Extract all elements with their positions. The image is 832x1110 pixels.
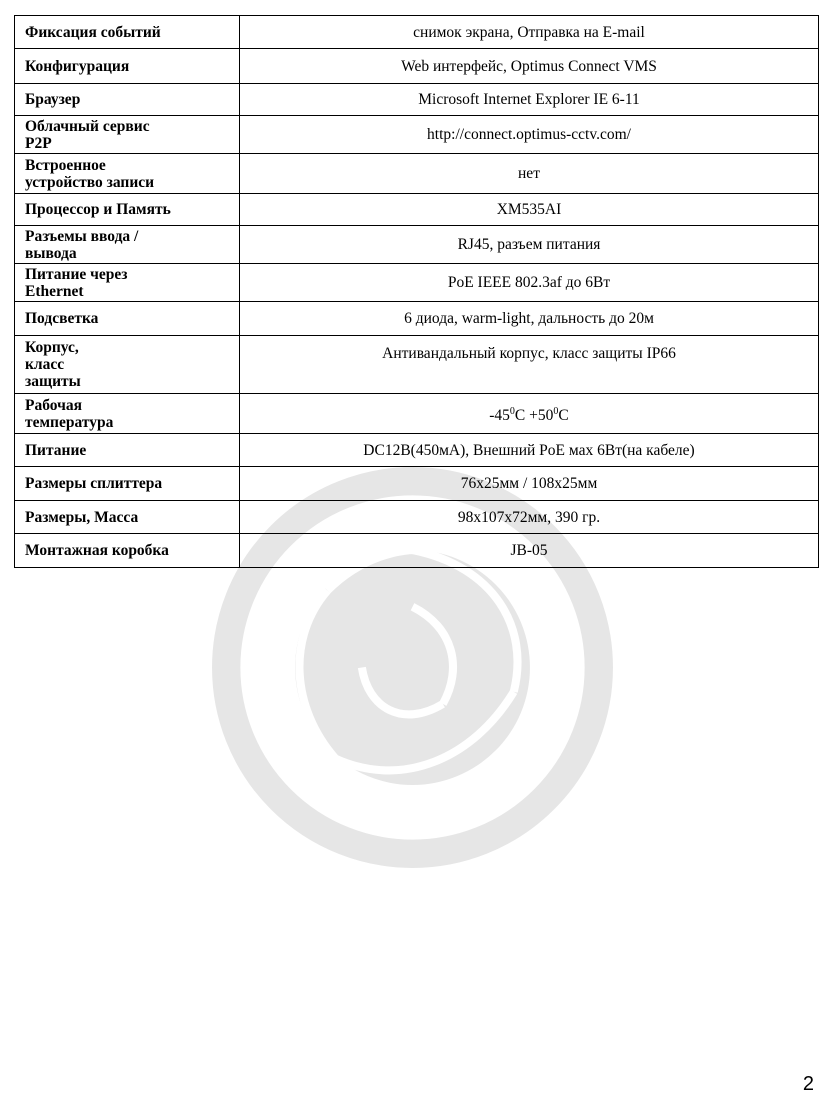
row-label: Размеры сплиттера <box>15 467 240 501</box>
table-row <box>15 84 819 116</box>
table-row <box>15 534 819 568</box>
row-value: DC12В(450мА), Внешний PoE мах 6Вт(на кабеле) <box>240 434 819 467</box>
row-label: Питание <box>15 434 240 467</box>
row-label: Конфигурация <box>15 49 240 84</box>
row-value: http://connect.optimus-cctv.com/ <box>240 116 819 154</box>
row-value: снимок экрана, Отправка на E-mail <box>240 16 819 49</box>
temp-min: -45 <box>489 407 510 425</box>
table-row <box>15 394 819 434</box>
row-value: Антивандальный корпус, класс защиты IP66 <box>240 336 819 394</box>
row-label: Браузер <box>15 84 240 116</box>
table-row <box>15 434 819 467</box>
row-label: Фиксация событий <box>15 16 240 49</box>
table-row <box>15 302 819 336</box>
degree-sup: 0 <box>553 405 559 417</box>
table-row <box>15 501 819 534</box>
row-value: 98х107х72мм, 390 гр. <box>240 501 819 534</box>
row-value: Microsoft Internet Explorer IE 6-11 <box>240 84 819 116</box>
row-label: Облачный сервис P2P <box>15 116 240 154</box>
row-value: RJ45, разъем питания <box>240 226 819 264</box>
table-row <box>15 264 819 302</box>
row-value: 76х25мм / 108х25мм <box>240 467 819 501</box>
row-label: Корпус, класс защиты <box>15 336 240 394</box>
row-value: нет <box>240 154 819 194</box>
row-label: Монтажная коробка <box>15 534 240 568</box>
table-row <box>15 226 819 264</box>
spec-table <box>14 15 819 568</box>
row-label: Подсветка <box>15 302 240 336</box>
row-label: Рабочая температура <box>15 394 240 434</box>
temp-unit: C <box>558 407 569 425</box>
row-value: PoE IEEE 802.3af до 6Вт <box>240 264 819 302</box>
row-label: Встроенное устройство записи <box>15 154 240 194</box>
table-row <box>15 194 819 226</box>
row-label: Размеры, Масса <box>15 501 240 534</box>
row-value: JB-05 <box>240 534 819 568</box>
row-value: Web интерфейс, Optimus Connect VMS <box>240 49 819 84</box>
degree-sup: 0 <box>509 405 515 417</box>
table-row <box>15 467 819 501</box>
row-label: Питание через Ethernet <box>15 264 240 302</box>
row-value <box>240 394 819 434</box>
row-value: XM535AI <box>240 194 819 226</box>
page-number: 2 <box>802 1073 814 1095</box>
temp-mid: C +50 <box>514 407 554 425</box>
table-row <box>15 116 819 154</box>
table-row <box>15 336 819 394</box>
table-row <box>15 154 819 194</box>
table-row <box>15 16 819 49</box>
row-label: Разъемы ввода / вывода <box>15 226 240 264</box>
row-value: 6 диода, warm-light, дальность до 20м <box>240 302 819 336</box>
table-row <box>15 49 819 84</box>
row-label: Процессор и Память <box>15 194 240 226</box>
